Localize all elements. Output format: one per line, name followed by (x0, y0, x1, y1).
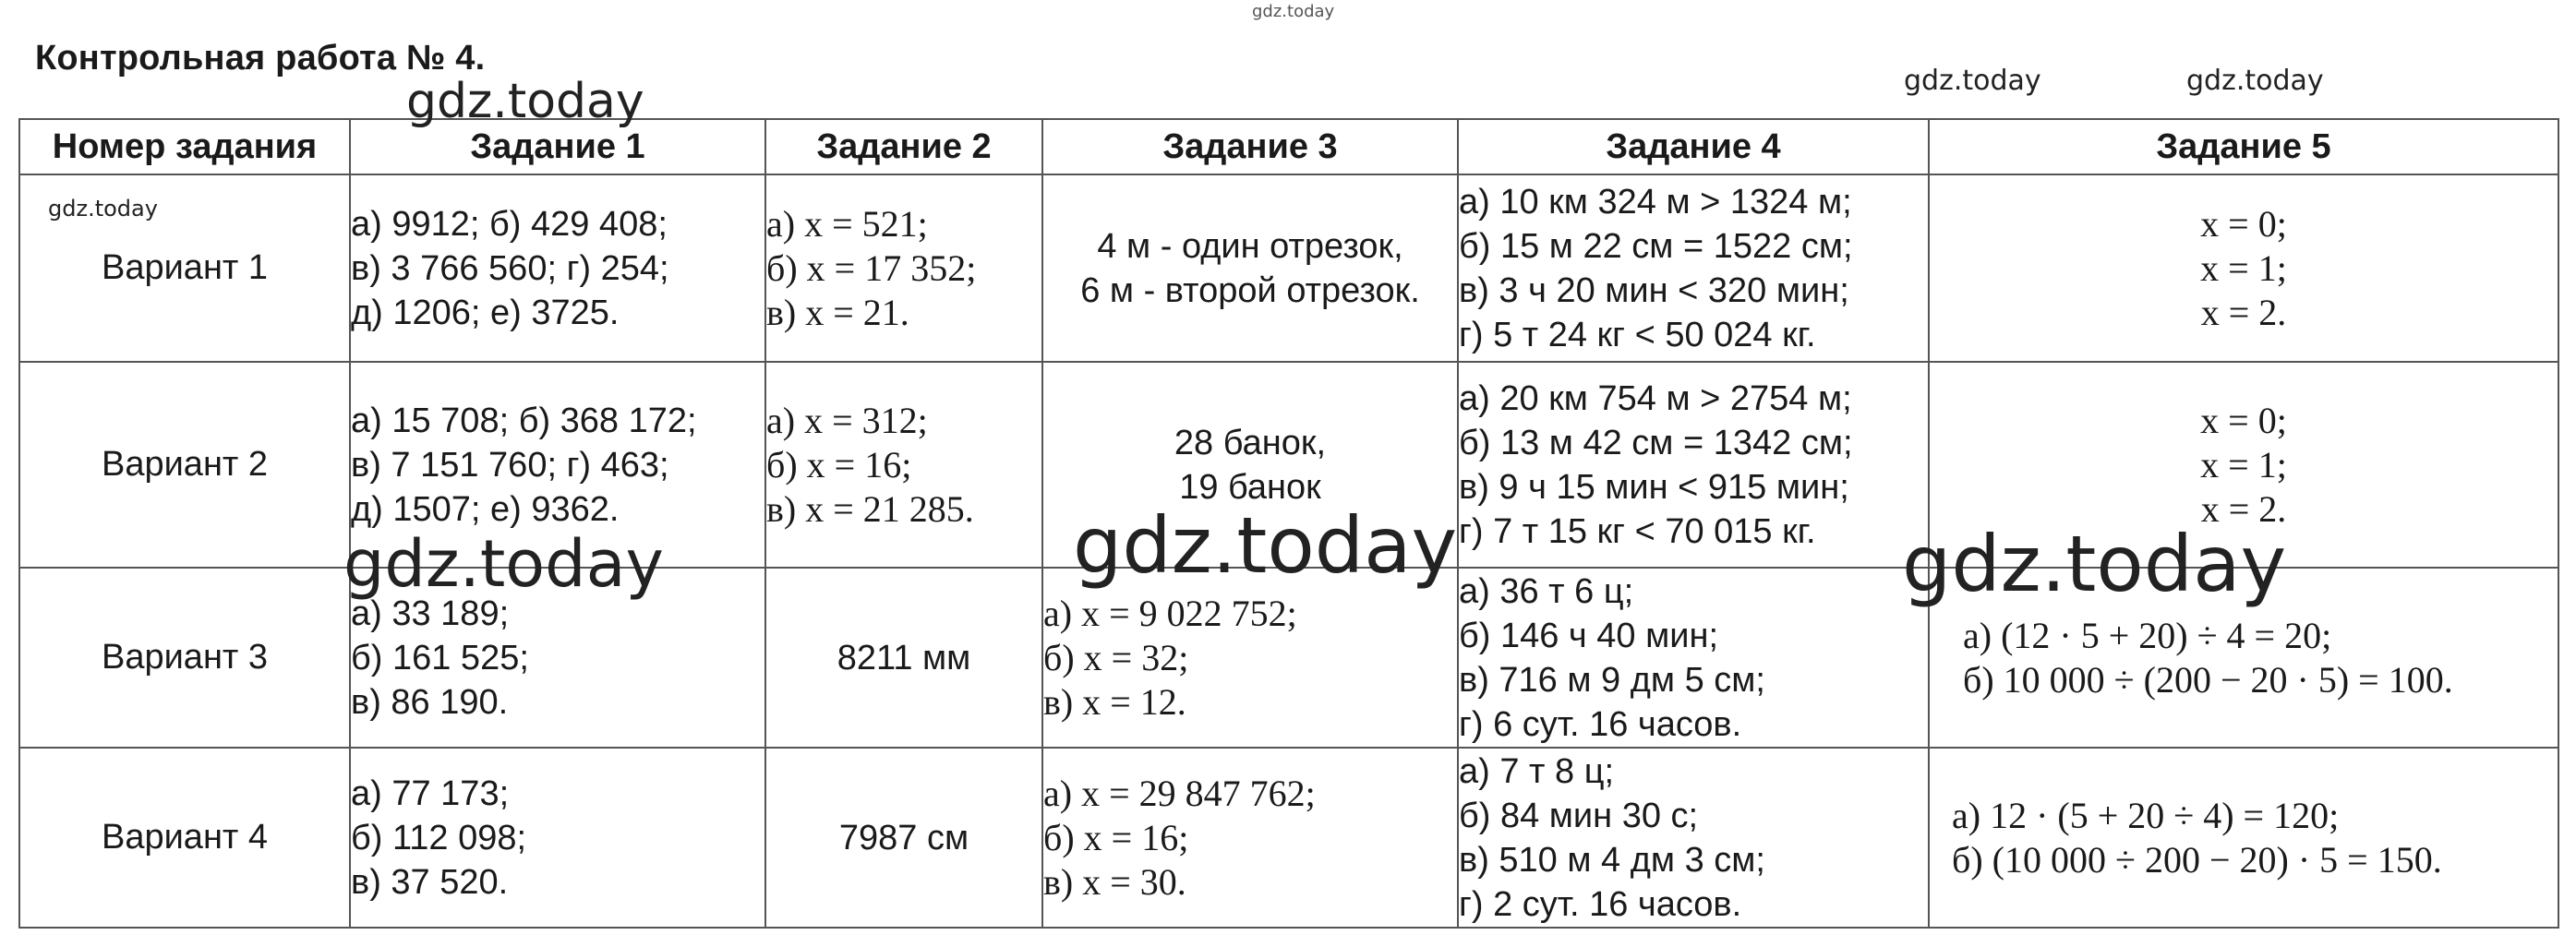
answer-line: б) 13 м 42 см = 1342 см; (1459, 423, 1853, 462)
answer-line: а) 20 км 754 м > 2754 м; (1459, 378, 1852, 418)
answer-line: в) 3 ч 20 мин < 320 мин; (1459, 270, 1849, 310)
task4-cell (1458, 748, 1929, 928)
answer-line: д) 1206; е) 3725. (351, 293, 620, 332)
answer-line: в) x = 21. (766, 291, 909, 333)
answer-line: а) (12 · 5 + 20) ÷ 4 = 20; (1963, 614, 2332, 656)
task3-cell (1042, 748, 1458, 928)
task2-cell (765, 362, 1042, 568)
watermark-text: gdz.today (1252, 2, 1335, 21)
answer-line: 8211 мм (837, 638, 971, 677)
task5-cell (1929, 174, 2558, 362)
answer-line: а) x = 9 022 752; (1043, 592, 1297, 634)
answer-line: 6 м - второй отрезок. (1080, 270, 1420, 310)
answer-line: 19 банок (1179, 467, 1321, 507)
table-row (19, 748, 2558, 928)
answer-line: а) 9912; б) 429 408; (351, 204, 668, 244)
answer-line: в) 7 151 760; г) 463; (351, 445, 669, 485)
answer-line: б) x = 17 352; (766, 246, 977, 289)
answer-line: б) x = 16; (766, 443, 912, 485)
answer-line: x = 0; (2200, 399, 2287, 441)
answer-line: 4 м - один отрезок, (1097, 226, 1403, 266)
variant-cell: Вариант 2 (19, 362, 350, 568)
answer-line: в) x = 30. (1043, 860, 1186, 903)
answer-line: 7987 см (838, 818, 969, 857)
answer-line: а) 33 189; (351, 593, 510, 633)
answer-line: б) 10 000 ÷ (200 − 20 · 5) = 100. (1963, 658, 2453, 701)
answer-line: а) x = 29 847 762; (1043, 772, 1316, 814)
task4-cell (1458, 362, 1929, 568)
answer-line: б) 112 098; (351, 818, 527, 857)
answer-line: в) 37 520. (351, 862, 509, 902)
task2-cell (765, 568, 1042, 748)
answer-line: г) 7 т 15 кг < 70 015 кг. (1459, 511, 1816, 551)
answer-line: а) 12 · (5 + 20 ÷ 4) = 120; (1952, 794, 2340, 836)
task5-cell (1929, 748, 2558, 928)
header-task-1: Задание 1 (350, 119, 765, 174)
answer-line: а) x = 521; (766, 202, 928, 245)
answer-line: 28 банок, (1174, 423, 1327, 462)
task1-cell (350, 748, 765, 928)
answer-line: г) 5 т 24 кг < 50 024 кг. (1459, 315, 1816, 354)
watermark-text: gdz.today (48, 196, 158, 222)
task2-cell (765, 748, 1042, 928)
answer-line: г) 6 сут. 16 часов. (1459, 704, 1742, 744)
header-task-2: Задание 2 (765, 119, 1042, 174)
answer-line: в) 3 766 560; г) 254; (351, 248, 669, 288)
answer-line: б) 84 мин 30 с; (1459, 796, 1699, 835)
watermark-text: gdz.today (1073, 500, 1458, 591)
answer-line: а) x = 312; (766, 399, 928, 441)
answer-line: б) 161 525; (351, 638, 529, 677)
answer-line: x = 0; (2200, 202, 2287, 245)
table-header-row (19, 119, 2558, 174)
header-task-number: Номер задания (19, 119, 350, 174)
answer-line: б) (10 000 ÷ 200 − 20) · 5 = 150. (1952, 838, 2442, 881)
watermark-text: gdz.today (1902, 519, 2287, 609)
answer-line: а) 15 708; б) 368 172; (351, 401, 697, 440)
answer-line: x = 2. (2200, 291, 2287, 333)
answer-line: б) 146 ч 40 мин; (1459, 616, 1719, 655)
page-title: Контрольная работа № 4. (35, 39, 486, 78)
task3-cell (1042, 568, 1458, 748)
answer-line: а) 10 км 324 м > 1324 м; (1459, 182, 1852, 222)
answer-line: б) x = 32; (1043, 636, 1189, 678)
variant-cell: Вариант 1 (19, 174, 350, 362)
answer-line: в) 716 м 9 дм 5 см; (1459, 660, 1765, 700)
header-task-3: Задание 3 (1042, 119, 1458, 174)
answer-line: д) 1507; е) 9362. (351, 489, 620, 529)
table-row (19, 174, 2558, 362)
header-task-4: Задание 4 (1458, 119, 1929, 174)
watermark-text: gdz.today (2186, 65, 2324, 97)
variant-cell: Вариант 3 (19, 568, 350, 748)
answer-line: в) x = 21 285. (766, 487, 974, 530)
answer-line: а) 77 173; (351, 773, 510, 813)
answer-line: б) x = 16; (1043, 816, 1189, 858)
task4-cell (1458, 174, 1929, 362)
answer-line: в) 9 ч 15 мин < 915 мин; (1459, 467, 1849, 507)
watermark-text: gdz.today (1904, 65, 2041, 97)
answer-line: в) x = 12. (1043, 680, 1186, 723)
variant-cell: Вариант 4 (19, 748, 350, 928)
answer-line: x = 2. (2200, 487, 2287, 530)
task2-cell (765, 174, 1042, 362)
answer-line: x = 1; (2200, 246, 2287, 289)
header-task-5: Задание 5 (1929, 119, 2558, 174)
answer-line: г) 2 сут. 16 часов. (1459, 884, 1742, 924)
answer-line: x = 1; (2200, 443, 2287, 485)
task3-cell (1042, 174, 1458, 362)
answer-line: б) 15 м 22 см = 1522 см; (1459, 226, 1853, 266)
answer-line: а) 36 т 6 ц; (1459, 571, 1634, 611)
answer-line: в) 510 м 4 дм 3 см; (1459, 840, 1765, 880)
answer-line: а) 7 т 8 ц; (1459, 751, 1615, 791)
watermark-text: gdz.today (343, 526, 664, 602)
watermark-text: gdz.today (406, 74, 644, 129)
task1-cell (350, 174, 765, 362)
task4-cell (1458, 568, 1929, 748)
answer-line: в) 86 190. (351, 682, 509, 722)
